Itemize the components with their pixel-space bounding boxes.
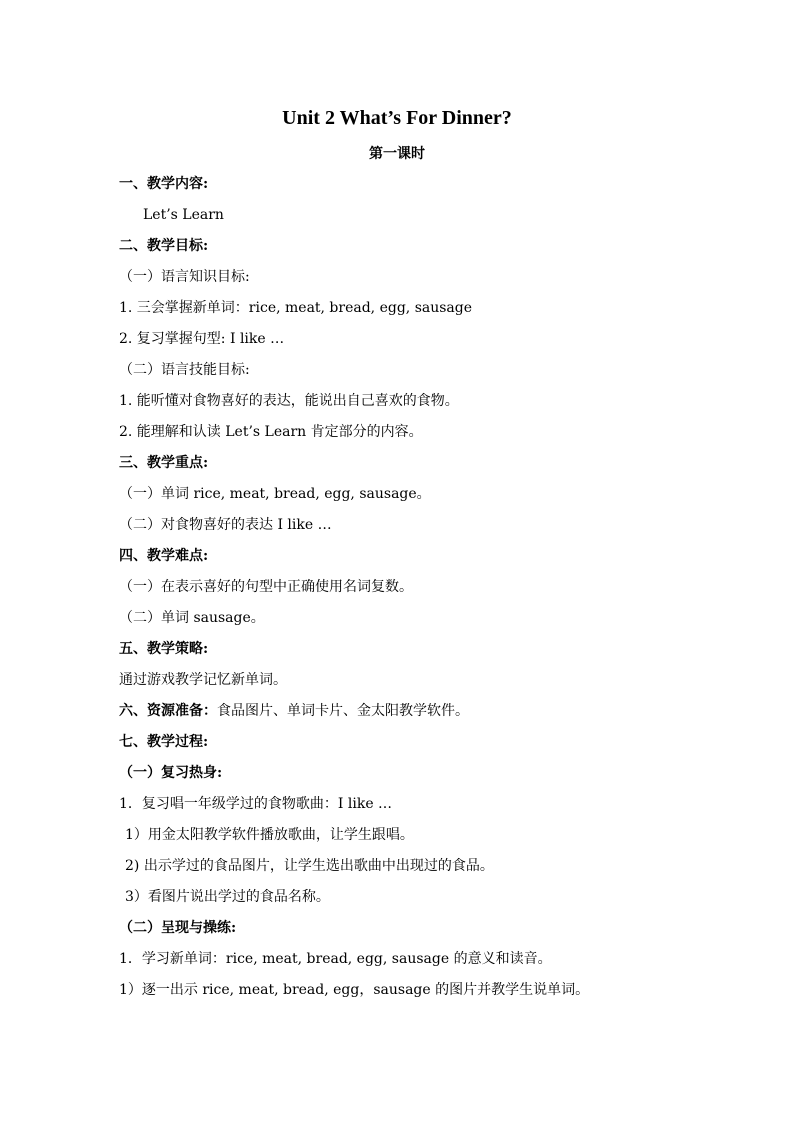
section-heading-key-points: 三、教学重点: xyxy=(119,455,209,471)
section-heading-content: 一、教学内容: xyxy=(119,176,209,192)
document-body xyxy=(119,174,719,1011)
subsection-skills: （二）语言技能目标: xyxy=(119,362,250,378)
objective-line: 2. 能理解和认读 Let’s Learn 肯定部分的内容。 xyxy=(119,424,423,440)
section-heading-strategy: 五、教学策略: xyxy=(119,641,209,657)
process-item: 1）用金太阳教学软件播放歌曲，让学生跟唱。 xyxy=(125,827,414,843)
process-line: 1）逐一出示 rice, meat, bread, egg，sausage 的图片并教学生说单词。 xyxy=(119,982,590,998)
process-item: 2) 出示学过的食品图片，让学生选出歌曲中出现过的食品。 xyxy=(125,858,494,874)
subsection-warmup: （一）复习热身: xyxy=(119,765,223,781)
section-heading-difficulties: 四、教学难点: xyxy=(119,548,209,564)
page-subtitle: 第一课时 xyxy=(369,146,425,162)
section-heading-process: 七、教学过程: xyxy=(119,734,209,750)
difficulty-line: （一）在表示喜好的句型中正确使用名词复数。 xyxy=(119,579,413,595)
process-line: 1．学习新单词：rice, meat, bread, egg, sausage 的意义和读音。 xyxy=(119,951,552,967)
subsection-presentation: （二）呈现与操练: xyxy=(119,920,237,936)
difficulty-line: （二）单词 sausage。 xyxy=(119,610,265,626)
process-line: 1．复习唱一年级学过的食物歌曲：I like … xyxy=(119,796,393,812)
objective-line: 1. 三会掌握新单词：rice, meat, bread, egg, sausage xyxy=(119,300,473,316)
content-line: Let’s Learn xyxy=(143,207,224,223)
key-point-line: （二）对食物喜好的表达 I like … xyxy=(119,517,332,533)
subsection-knowledge: （一）语言知识目标: xyxy=(119,269,250,285)
process-item: 3）看图片说出学过的食品名称。 xyxy=(125,889,330,905)
key-point-line: （一）单词 rice, meat, bread, egg, sausage。 xyxy=(119,486,431,502)
page-title: Unit 2 What’s For Dinner? xyxy=(282,107,512,129)
section-heading-resources: 六、资源准备：食品图片、单词卡片、金太阳教学软件。 xyxy=(119,703,469,719)
objective-line: 2. 复习掌握句型: I like … xyxy=(119,331,285,347)
objective-line: 1. 能听懂对食物喜好的表达，能说出自己喜欢的食物。 xyxy=(119,393,459,409)
strategy-line: 通过游戏教学记忆新单词。 xyxy=(119,672,287,688)
section-heading-objectives: 二、教学目标: xyxy=(119,238,209,254)
